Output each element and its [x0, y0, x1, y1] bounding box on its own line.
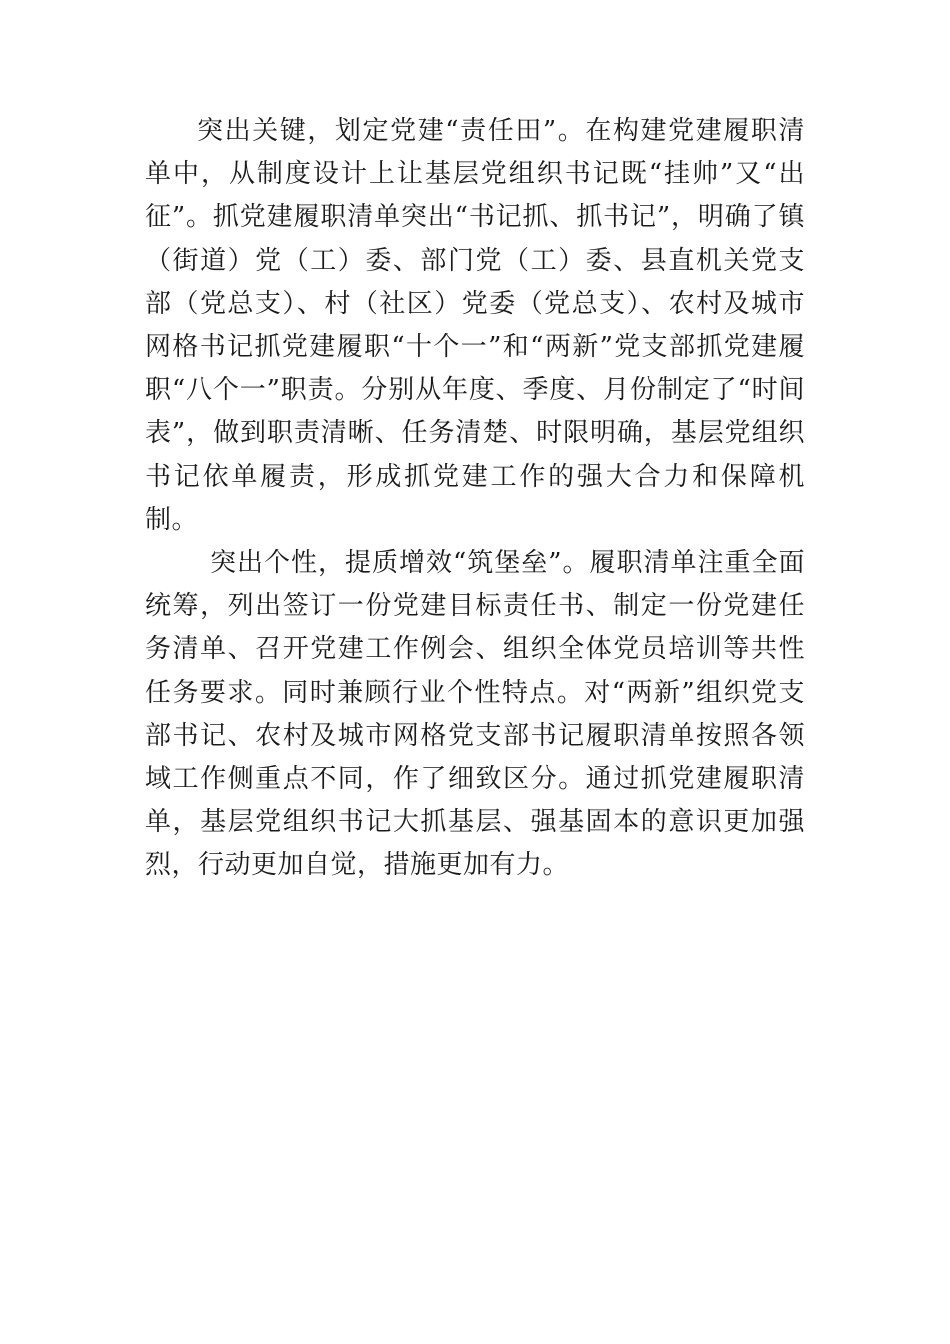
paragraph-responsibility-field: 突出关键，划定党建“责任田”。在构建党建履职清单中，从制度设计上让基层党组织书记既“挂帅”又“出征”。抓党建履职清单突出“书记抓、抓书记”，明确了镇（街道）党（工）委、部门党（工）委、县直机关党支部（党总支）、村（社区）党委（党总支）、农村及城市网格书记抓党建履职“十个一”和“两新”党支部抓党建履职“八个一”职责。分别从年度、季度、月份制定了“时间表”，做到职责清晰、任务清楚、时限明确，基层党组织书记依单履责，形成抓党建工作的强大合力和保障机制。	[145, 116, 805, 535]
paragraph-fortress: 突出个性，提质增效“筑堡垒”。履职清单注重全面统筹，列出签订一份党建目标责任书、制定一份党建任务清单、召开党建工作例会、组织全体党员培训等共性任务要求。同时兼顾行业个性特点。对“两新”组织党支部书记、农村及城市网格党支部书记履职清单按照各领域工作侧重点不同，作了细致区分。通过抓党建履职清单，基层党组织书记大抓基层、强基固本的意识更加强烈，行动更加自觉，措施更加有力。	[145, 548, 805, 881]
document-body	[145, 110, 805, 888]
